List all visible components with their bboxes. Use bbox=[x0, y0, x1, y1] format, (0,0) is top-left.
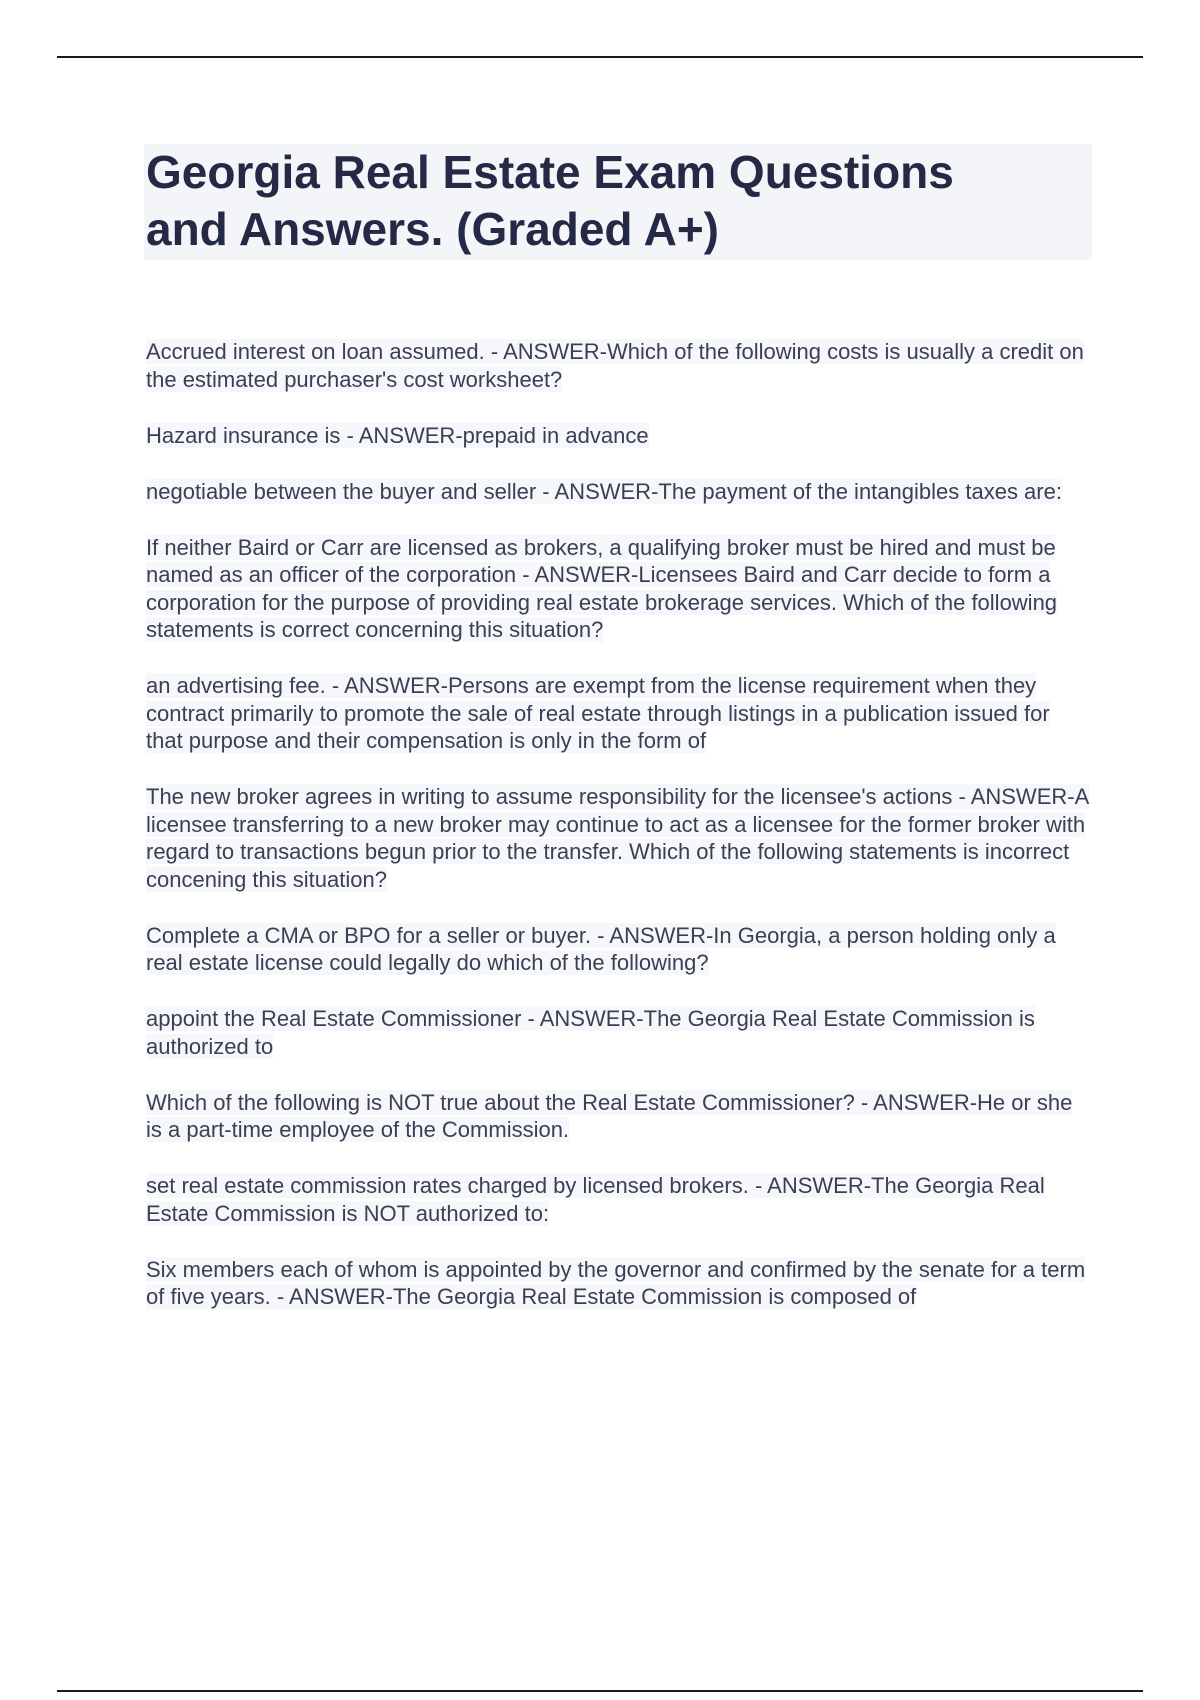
title-block bbox=[144, 144, 1092, 260]
footer-rule bbox=[57, 1690, 1143, 1692]
title-line-2: and Answers. (Graded A+) bbox=[146, 203, 720, 255]
qa-item bbox=[146, 534, 1091, 644]
qa-item bbox=[146, 478, 1091, 506]
qa-item-text: If neither Baird or Carr are licensed as brokers, a qualifying broker must be hired and must be named as an officer of the corporation - ANSWER-Licensees Baird and Carr decide to form a corporation for the purpose of providing real estate brokerage services. Which of the following statements is correct concerning this situation? bbox=[146, 534, 1058, 642]
qa-item bbox=[146, 338, 1091, 393]
qa-item bbox=[146, 672, 1091, 755]
qa-item bbox=[146, 1172, 1091, 1227]
qa-item-text: The new broker agrees in writing to assume responsibility for the licensee's actions - ANSWER-A licensee transferring to a new broker may continue to act as a licensee for the former broker with regard to transactions begun prior to the transfer. Which of the following statements is incorrect concening this situation? bbox=[146, 784, 1090, 892]
qa-item-text: Accrued interest on loan assumed. - ANSWER-Which of the following costs is usually a credit on the estimated purchaser's cost worksheet? bbox=[146, 339, 1084, 392]
title-line-1: Georgia Real Estate Exam Questions bbox=[146, 146, 954, 198]
qa-item bbox=[146, 422, 1091, 450]
qa-item bbox=[146, 783, 1091, 893]
qa-item bbox=[146, 1089, 1091, 1144]
qa-list bbox=[146, 338, 1091, 1339]
qa-item-text: Six members each of whom is appointed by the governor and confirmed by the senate for a term of five years. - ANSWER-The Georgia Real Estate Commission is composed of bbox=[146, 1256, 1086, 1309]
qa-item-text: an advertising fee. - ANSWER-Persons are exempt from the license requirement when they contract primarily to promote the sale of real estate through listings in a publication issued for that purpose and their compensation is only in the form of bbox=[146, 673, 1050, 753]
qa-item-text: Complete a CMA or BPO for a seller or buyer. - ANSWER-In Georgia, a person holding only a real estate license could legally do which of the following? bbox=[146, 922, 1056, 975]
qa-item-text: Hazard insurance is - ANSWER-prepaid in advance bbox=[146, 422, 649, 448]
qa-item bbox=[146, 1256, 1091, 1311]
qa-item-text: Which of the following is NOT true about the Real Estate Commissioner? - ANSWER-He or she is a part-time employee of the Commission. bbox=[146, 1089, 1073, 1142]
qa-item-text: appoint the Real Estate Commissioner - ANSWER-The Georgia Real Estate Commission is authorized to bbox=[146, 1006, 1035, 1059]
qa-item bbox=[146, 922, 1091, 977]
header-rule bbox=[57, 56, 1143, 58]
qa-item-text: set real estate commission rates charged by licensed brokers. - ANSWER-The Georgia Real Estate Commission is NOT authorized to: bbox=[146, 1173, 1045, 1226]
page-title bbox=[146, 144, 1090, 260]
qa-item-text: negotiable between the buyer and seller - ANSWER-The payment of the intangibles taxes are: bbox=[146, 478, 1062, 504]
qa-item bbox=[146, 1005, 1091, 1060]
